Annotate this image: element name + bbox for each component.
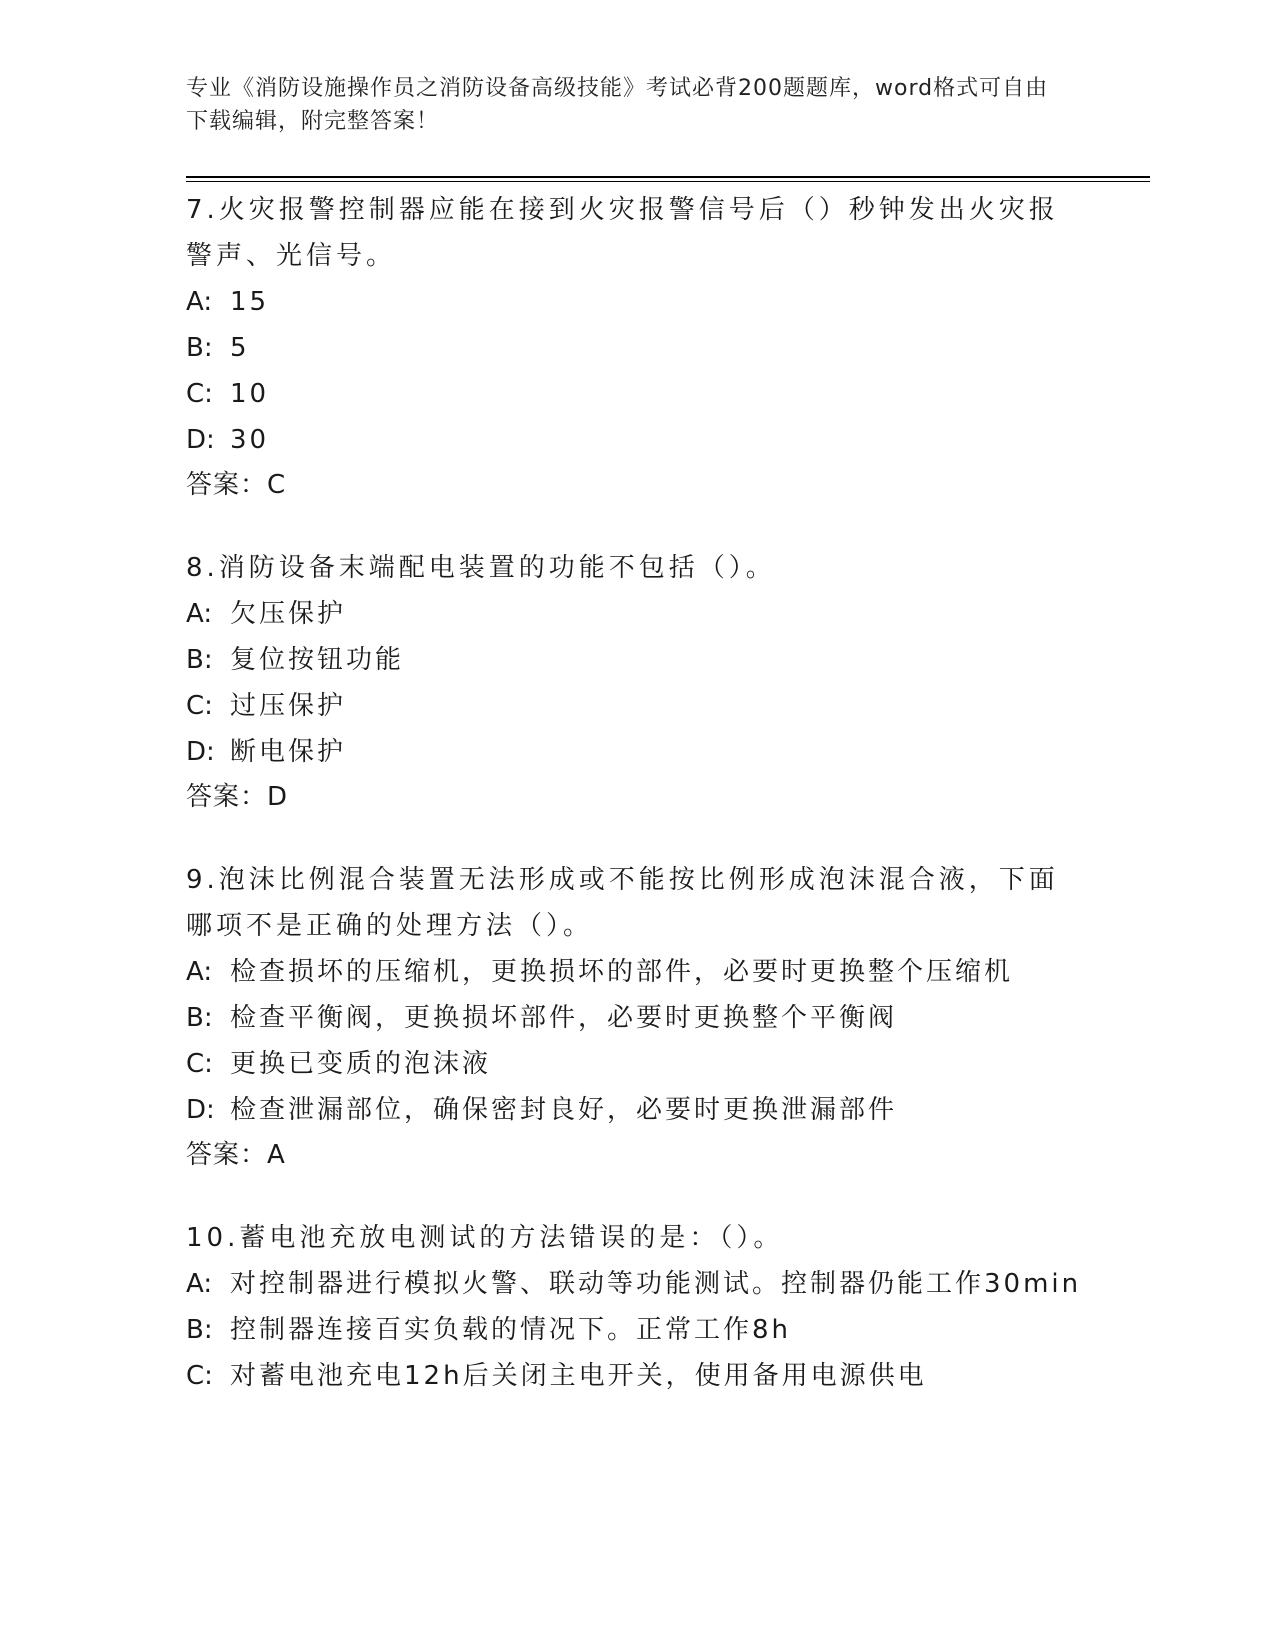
- option-letter: D:: [186, 737, 215, 767]
- option-a: [186, 1261, 1086, 1307]
- answer-label: 答案：: [186, 1140, 268, 1170]
- option-letter: A:: [186, 957, 213, 987]
- option-text: 检查平衡阀，更换损坏部件，必要时更换整个平衡阀: [230, 1003, 898, 1033]
- option-text: 对控制器进行模拟火警、联动等功能测试。控制器仍能工作30min: [230, 1269, 1082, 1299]
- option-letter: C:: [186, 1049, 213, 1079]
- question-list: [186, 187, 1086, 1437]
- document-header: 专业《消防设施操作员之消防设备高级技能》考试必背200题题库，word格式可自由下载编辑，附完整答案！: [186, 76, 1049, 134]
- question-stem: 9.泡沫比例混合装置无法形成或不能按比例形成泡沫混合液，下面哪项不是正确的处理方法（）。: [186, 865, 1059, 941]
- question-block: [186, 545, 1086, 819]
- option-b: [186, 1307, 1086, 1353]
- option-text: 检查泄漏部位，确保密封良好，必要时更换泄漏部件: [230, 1095, 898, 1125]
- answer-line: [186, 463, 1086, 507]
- option-b: [186, 995, 1086, 1041]
- option-c: [186, 1353, 1086, 1399]
- header-divider-thick: [186, 176, 1150, 178]
- option-letter: B:: [186, 333, 213, 363]
- option-text: 更换已变质的泡沫液: [230, 1049, 492, 1079]
- option-c: [186, 1041, 1086, 1087]
- option-text: 检查损坏的压缩机，更换损坏的部件，必要时更换整个压缩机: [230, 957, 1014, 987]
- option-text: 对蓄电池充电12h后关闭主电开关，使用备用电源供电: [230, 1361, 927, 1391]
- option-letter: A:: [186, 599, 213, 629]
- option-text: 30: [230, 425, 270, 455]
- option-text: 复位按钮功能: [230, 645, 405, 675]
- option-c: [186, 683, 1086, 729]
- question-stem: 7.火灾报警控制器应能在接到火灾报警信号后（）秒钟发出火灾报警声、光信号。: [186, 195, 1059, 271]
- option-b: [186, 637, 1086, 683]
- option-letter: A:: [186, 287, 213, 317]
- answer-value: A: [267, 1140, 285, 1170]
- option-letter: B:: [186, 1003, 213, 1033]
- option-letter: A:: [186, 1269, 213, 1299]
- option-text: 欠压保护: [230, 599, 347, 629]
- answer-value: C: [267, 470, 286, 500]
- question-block: [186, 187, 1086, 507]
- option-letter: B:: [186, 1315, 213, 1345]
- option-a: [186, 279, 1086, 325]
- option-b: [186, 325, 1086, 371]
- question-stem: 10.蓄电池充放电测试的方法错误的是：（）。: [186, 1223, 784, 1253]
- answer-line: [186, 1133, 1086, 1177]
- option-letter: C:: [186, 691, 213, 721]
- question-block: [186, 857, 1086, 1177]
- option-letter: C:: [186, 379, 213, 409]
- header-divider-thin: [186, 181, 1150, 182]
- option-text: 断电保护: [230, 737, 347, 767]
- option-letter: B:: [186, 645, 213, 675]
- option-d: [186, 1087, 1086, 1133]
- option-d: [186, 729, 1086, 775]
- option-a: [186, 591, 1086, 637]
- answer-value: D: [267, 782, 288, 812]
- option-text: 5: [230, 333, 250, 363]
- answer-line: [186, 775, 1086, 819]
- option-c: [186, 371, 1086, 417]
- option-text: 控制器连接百实负载的情况下。正常工作8h: [230, 1315, 792, 1345]
- option-d: [186, 417, 1086, 463]
- question-block: [186, 1215, 1086, 1399]
- option-text: 10: [230, 379, 270, 409]
- option-a: [186, 949, 1086, 995]
- answer-label: 答案：: [186, 470, 268, 500]
- answer-label: 答案：: [186, 782, 268, 812]
- question-stem: 8.消防设备末端配电装置的功能不包括（）。: [186, 553, 776, 583]
- option-letter: D:: [186, 425, 215, 455]
- option-letter: C:: [186, 1361, 213, 1391]
- option-text: 过压保护: [230, 691, 347, 721]
- option-text: 15: [230, 287, 270, 317]
- option-letter: D:: [186, 1095, 215, 1125]
